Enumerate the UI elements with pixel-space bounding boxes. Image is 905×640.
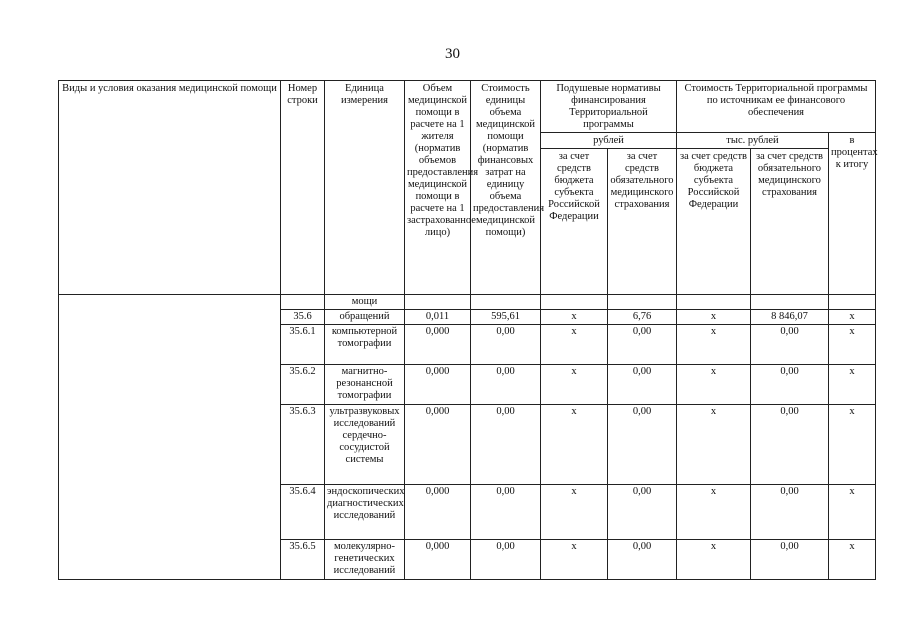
row-total-oms: 0,00: [751, 485, 829, 540]
row-percent: х: [829, 325, 876, 365]
continuation-empty: [541, 295, 608, 310]
header-unit-thousand-rub: тыс. рублей: [677, 133, 829, 149]
row-unit: молекулярно-генетических исследований: [325, 540, 405, 580]
header-total-budget: за счет средств бюджета субъекта Российской Федерации: [677, 149, 751, 295]
row-percent: х: [829, 485, 876, 540]
header-pc-oms: за счет средств обязательного медицинского страхования: [608, 149, 677, 295]
row-total-oms: 8 846,07: [751, 310, 829, 325]
row-total-budget: х: [677, 365, 751, 405]
row-number: 35.6.2: [281, 365, 325, 405]
continuation-row-number: [281, 295, 325, 310]
row-total-budget: х: [677, 485, 751, 540]
row-pc-budget: х: [541, 405, 608, 485]
row-percent: х: [829, 540, 876, 580]
continuation-empty: [471, 295, 541, 310]
header-total-cost: Стоимость Территориальной программы по источникам ее финансового обеспечения: [677, 81, 876, 133]
header-percent: в процентах к итогу: [829, 133, 876, 295]
row-pc-budget: х: [541, 540, 608, 580]
row-percent: х: [829, 365, 876, 405]
row-unit: эндоскопических диагностических исследований: [325, 485, 405, 540]
row-unit: магнитно-резонансной томографии: [325, 365, 405, 405]
continuation-empty: [608, 295, 677, 310]
continuation-empty: [829, 295, 876, 310]
row-total-oms: 0,00: [751, 325, 829, 365]
row-unit: обращений: [325, 310, 405, 325]
row-pc-oms: 0,00: [608, 325, 677, 365]
row-cost: 0,00: [471, 405, 541, 485]
row-pc-oms: 6,76: [608, 310, 677, 325]
row-cost: 0,00: [471, 540, 541, 580]
continuation-unit: мощи: [325, 295, 405, 310]
header-per-capita: Подушевые нормативы финансирования Территориальной программы: [541, 81, 677, 133]
financing-table: [58, 80, 876, 580]
row-cost: 0,00: [471, 485, 541, 540]
row-volume: 0,000: [405, 325, 471, 365]
row-number: 35.6: [281, 310, 325, 325]
row-total-budget: х: [677, 310, 751, 325]
header-total-oms: за счет средств обязательного медицинского страхования: [751, 149, 829, 295]
row-total-oms: 0,00: [751, 540, 829, 580]
row-pc-budget: х: [541, 325, 608, 365]
row-pc-oms: 0,00: [608, 540, 677, 580]
row-pc-budget: х: [541, 310, 608, 325]
header-unit-rub: рублей: [541, 133, 677, 149]
row-cost: 0,00: [471, 365, 541, 405]
row-volume: 0,000: [405, 540, 471, 580]
row-volume: 0,000: [405, 365, 471, 405]
row-number: 35.6.3: [281, 405, 325, 485]
continuation-empty: [677, 295, 751, 310]
header-pc-budget: за счет средств бюджета субъекта Российской Федерации: [541, 149, 608, 295]
row-total-budget: х: [677, 405, 751, 485]
header-kind: Виды и условия оказания медицинской помощи: [59, 81, 281, 295]
row-unit: ультразвуковых исследований сердечно-сосудистой системы: [325, 405, 405, 485]
row-percent: х: [829, 310, 876, 325]
kind-cell: [59, 295, 281, 580]
row-total-oms: 0,00: [751, 405, 829, 485]
row-number: 35.6.5: [281, 540, 325, 580]
row-cost: 595,61: [471, 310, 541, 325]
row-pc-oms: 0,00: [608, 405, 677, 485]
row-volume: 0,000: [405, 485, 471, 540]
row-number: 35.6.4: [281, 485, 325, 540]
header-unit: Единица измерения: [325, 81, 405, 295]
row-number: 35.6.1: [281, 325, 325, 365]
row-volume: 0,011: [405, 310, 471, 325]
row-unit: компьютерной томографии: [325, 325, 405, 365]
header-cost-unit: Стоимость единицы объема медицинской помощи (норматив финансовых затрат на единицу объема предоставления медицинской помощи): [471, 81, 541, 295]
row-total-budget: х: [677, 540, 751, 580]
row-total-oms: 0,00: [751, 365, 829, 405]
row-pc-budget: х: [541, 485, 608, 540]
continuation-empty: [751, 295, 829, 310]
header-row-number: Номер строки: [281, 81, 325, 295]
row-pc-oms: 0,00: [608, 485, 677, 540]
row-volume: 0,000: [405, 405, 471, 485]
row-pc-budget: х: [541, 365, 608, 405]
row-total-budget: х: [677, 325, 751, 365]
row-pc-oms: 0,00: [608, 365, 677, 405]
row-percent: х: [829, 405, 876, 485]
row-cost: 0,00: [471, 325, 541, 365]
header-volume: Объем медицинской помощи в расчете на 1 жителя (норматив объемов предоставления медицинской помощи в расчете на 1 застрахованное лицо): [405, 81, 471, 295]
continuation-empty: [405, 295, 471, 310]
page-number: 30: [445, 46, 460, 62]
